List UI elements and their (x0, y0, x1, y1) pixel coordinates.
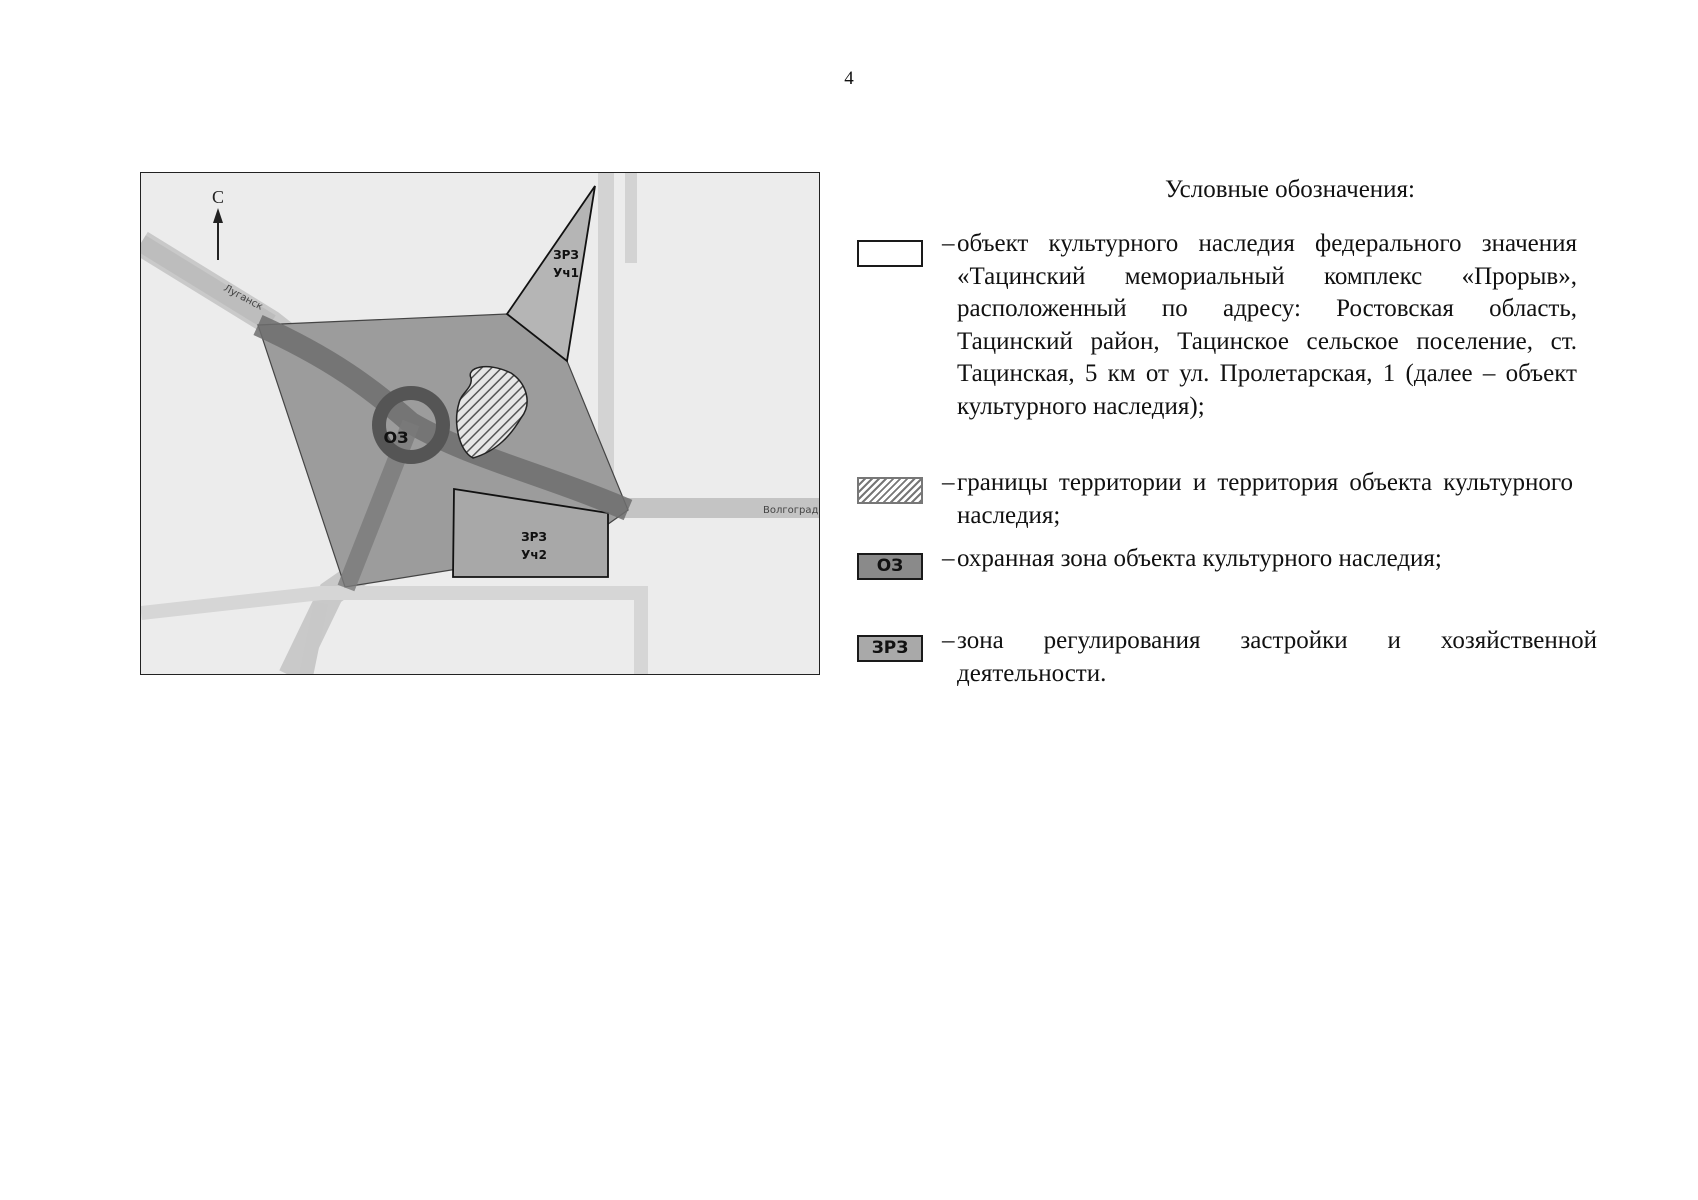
page-number: 4 (844, 68, 854, 89)
oz-label: ОЗ (383, 428, 409, 447)
legend-title: Условные обозначения: (1164, 176, 1416, 203)
legend-swatch-oz: ОЗ (857, 553, 923, 580)
zrz1-label-line2: Уч1 (553, 266, 579, 280)
legend-text-zrz: зона регулирования застройки и хозяйственной деятельности. (957, 627, 1597, 687)
legend-text-oz: охранная зона объекта культурного наследия; (957, 545, 1442, 572)
legend-swatch-territory (857, 477, 923, 504)
legend-dash: – (942, 545, 955, 572)
legend-dash: – (942, 230, 955, 257)
legend-swatch-heritage-object (857, 240, 923, 267)
zrz1-label-line1: ЗРЗ (553, 248, 579, 262)
legend-text-heritage-object: объект культурного наследия федерального значения «Тацинский мемориальный комплекс «Прорыв», расположенный по адресу: Ростовская область, Тацинский район, Тацинское сельское поселение, ст. Тацинская, 5 км от ул. Пролетарская, 1 (далее – объект культурного наследия); (957, 230, 1577, 420)
north-arrow (212, 187, 224, 260)
legend-dash: – (942, 627, 955, 654)
zone-map-drawing (141, 173, 820, 675)
zrz2-label-line2: Уч2 (521, 548, 547, 562)
legend-dash: – (942, 469, 955, 496)
road-label-volgograd: Волгоград (763, 505, 819, 516)
road-label-lugansk: Луганск (221, 282, 265, 313)
north-label: С (211, 187, 225, 207)
legend-swatch-zrz: ЗРЗ (857, 635, 923, 662)
zone-map (140, 172, 820, 675)
legend-text-territory: границы территории и территория объекта культурного наследия; (957, 469, 1573, 529)
zrz2-label-line1: ЗРЗ (521, 530, 547, 544)
